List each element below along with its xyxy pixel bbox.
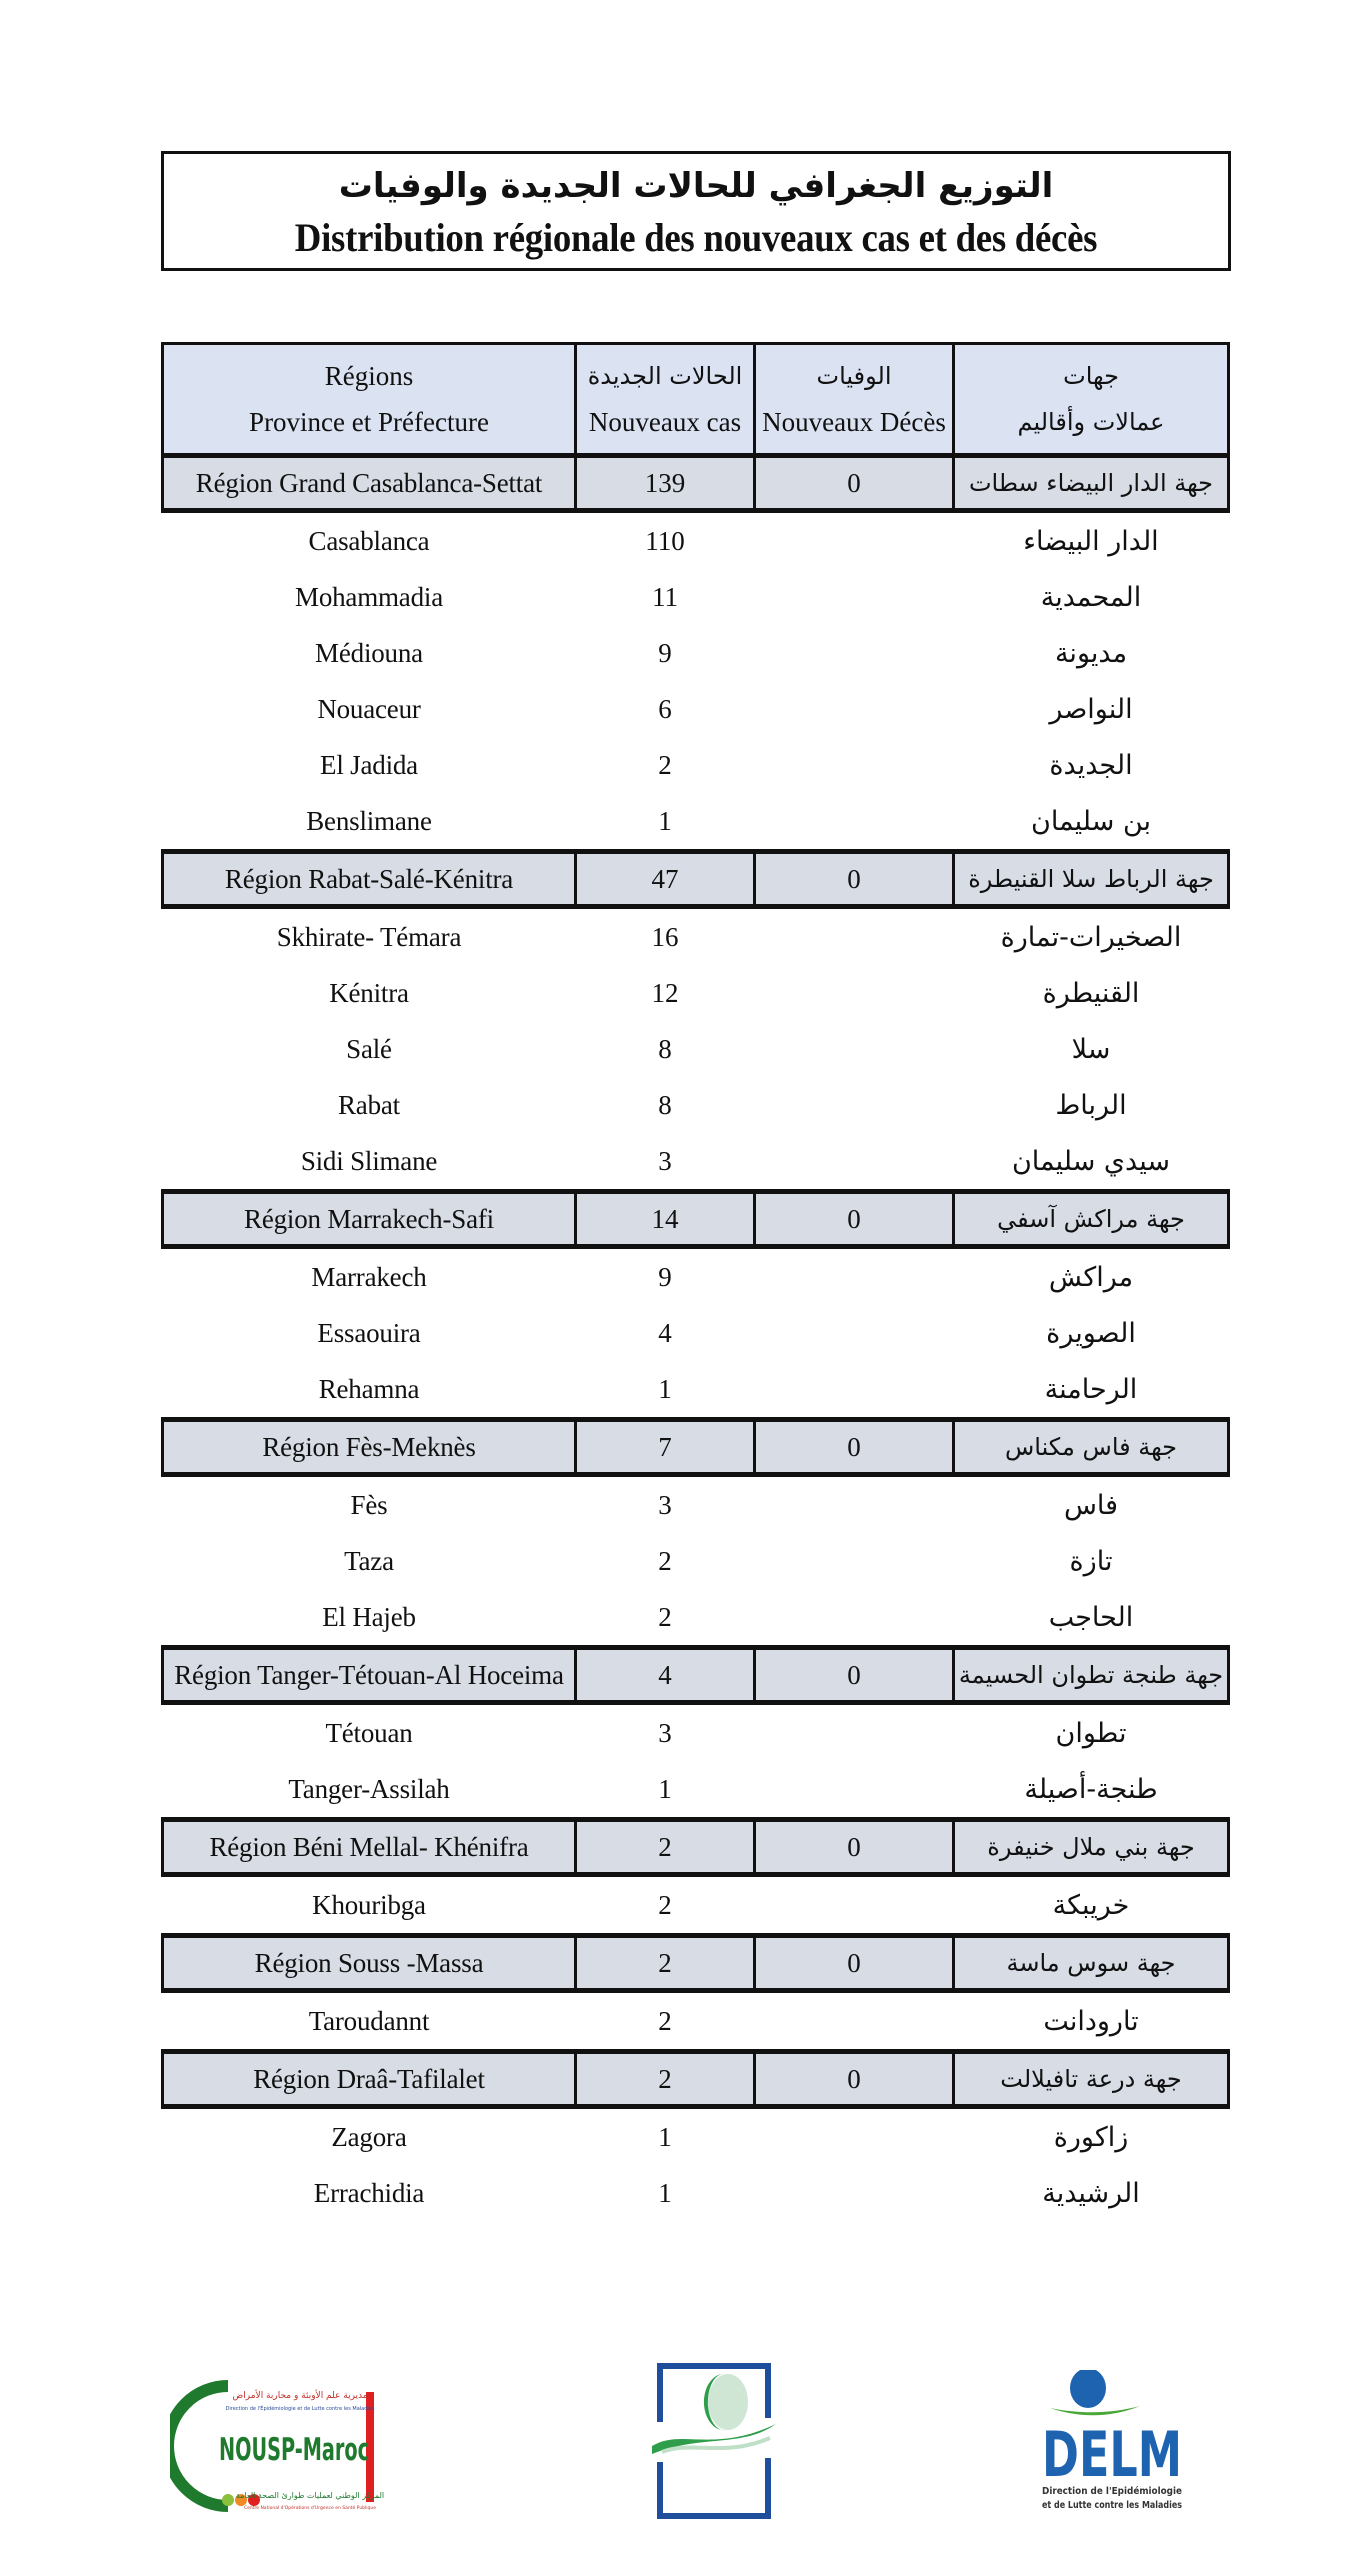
province-cases: 9 bbox=[658, 637, 672, 668]
province-deaths bbox=[755, 737, 954, 793]
province-cases: 2 bbox=[658, 1889, 672, 1920]
region-name-ar: جهة درعة تافيلالت bbox=[954, 2052, 1229, 2107]
province-name-ar: النواصر bbox=[1049, 693, 1133, 725]
province-row bbox=[163, 1533, 1229, 1589]
province-row bbox=[163, 1761, 1229, 1820]
province-cases: 9 bbox=[658, 1261, 672, 1292]
province-cases: 2 bbox=[658, 1545, 672, 1576]
header-deaths-ar: الوفيات bbox=[816, 362, 892, 390]
nousp-maroc-logo bbox=[170, 2378, 385, 2518]
province-name-ar: الرباط bbox=[1055, 1089, 1127, 1121]
province-cases: 16 bbox=[651, 921, 679, 952]
province-cases: 1 bbox=[658, 2177, 672, 2208]
province-name-ar: مديونة bbox=[1054, 637, 1128, 669]
province-cases: 1 bbox=[658, 2121, 672, 2152]
region-deaths: 0 bbox=[755, 1648, 954, 1703]
province-name-fr: Rabat bbox=[338, 1089, 400, 1120]
header-deaths-fr: Nouveaux Décès bbox=[762, 407, 946, 437]
header-regions-ar bbox=[954, 344, 1229, 456]
province-name-ar: خريبكة bbox=[1052, 1889, 1130, 1921]
province-deaths bbox=[755, 1247, 954, 1306]
region-name-ar: جهة الدار البيضاء سطات bbox=[954, 456, 1229, 511]
nousp-top-fr: Direction de l'Épidémiologie et de Lutte contre les Maladies bbox=[225, 2406, 375, 2412]
province-row bbox=[163, 1475, 1229, 1534]
province-deaths bbox=[755, 511, 954, 570]
province-name-fr: Fès bbox=[350, 1489, 388, 1520]
province-row bbox=[163, 1361, 1229, 1420]
region-cases: 14 bbox=[576, 1192, 755, 1247]
province-name-fr: Marrakech bbox=[311, 1261, 427, 1292]
province-deaths bbox=[755, 569, 954, 625]
province-cases: 6 bbox=[658, 693, 672, 724]
province-row bbox=[163, 737, 1229, 793]
region-cases: 47 bbox=[576, 852, 755, 907]
province-deaths bbox=[755, 1305, 954, 1361]
region-name-ar: جهة سوس ماسة bbox=[954, 1936, 1229, 1991]
region-cases: 4 bbox=[576, 1648, 755, 1703]
region-deaths: 0 bbox=[755, 1420, 954, 1475]
province-cases: 8 bbox=[658, 1089, 672, 1120]
province-row bbox=[163, 1589, 1229, 1648]
region-name-fr: Région Béni Mellal- Khénifra bbox=[163, 1820, 576, 1875]
province-name-ar: الدار البيضاء bbox=[1023, 525, 1159, 557]
province-name-ar: تارودانت bbox=[1043, 2005, 1139, 2037]
province-name-fr: Tétouan bbox=[325, 1717, 413, 1748]
province-row bbox=[163, 569, 1229, 625]
province-deaths bbox=[755, 1361, 954, 1420]
province-row bbox=[163, 1021, 1229, 1077]
province-deaths bbox=[755, 2165, 954, 2221]
province-row bbox=[163, 681, 1229, 737]
province-name-fr: Khouribga bbox=[312, 1889, 426, 1920]
header-cases-fr: Nouveaux cas bbox=[588, 407, 742, 437]
delm-head-icon bbox=[1070, 2370, 1106, 2408]
province-cases: 11 bbox=[652, 581, 678, 612]
ministry-health-logo bbox=[652, 2362, 776, 2522]
province-row bbox=[163, 1133, 1229, 1192]
ministry-moon-icon bbox=[708, 2374, 748, 2430]
title-box bbox=[161, 151, 1231, 271]
province-deaths bbox=[755, 681, 954, 737]
header-deaths bbox=[755, 344, 954, 456]
province-name-fr: Taroudannt bbox=[308, 2005, 430, 2036]
province-cases: 2 bbox=[658, 2005, 672, 2036]
province-deaths bbox=[755, 1021, 954, 1077]
region-deaths: 0 bbox=[755, 1820, 954, 1875]
province-name-ar: القنيطرة bbox=[1042, 977, 1140, 1009]
province-row bbox=[163, 793, 1229, 852]
region-row bbox=[163, 1820, 1229, 1875]
region-name-ar: جهة فاس مكناس bbox=[954, 1420, 1229, 1475]
province-deaths bbox=[755, 1077, 954, 1133]
region-name-fr: Région Marrakech-Safi bbox=[163, 1192, 576, 1247]
province-deaths bbox=[755, 2107, 954, 2166]
nousp-bottom-ar: المركز الوطني لعمليات طوارئ الصحة العامة bbox=[235, 2491, 385, 2500]
region-name-ar: جهة الرباط سلا القنيطرة bbox=[954, 852, 1229, 907]
province-row bbox=[163, 1305, 1229, 1361]
province-name-fr: Nouaceur bbox=[317, 693, 421, 724]
province-name-ar: سيدي سليمان bbox=[1011, 1145, 1171, 1177]
province-cases: 3 bbox=[658, 1145, 672, 1176]
region-row bbox=[163, 456, 1229, 511]
region-deaths: 0 bbox=[755, 852, 954, 907]
province-deaths bbox=[755, 965, 954, 1021]
province-name-fr: Taza bbox=[344, 1545, 394, 1576]
region-cases: 2 bbox=[576, 2052, 755, 2107]
delm-line2: et de Lutte contre les Maladies bbox=[1042, 2500, 1183, 2511]
region-name-fr: Région Tanger-Tétouan-Al Hoceima bbox=[163, 1648, 576, 1703]
province-cases: 3 bbox=[658, 1717, 672, 1748]
province-name-ar: بن سليمان bbox=[1030, 805, 1152, 837]
province-name-ar: المحمدية bbox=[1040, 581, 1142, 613]
province-row bbox=[163, 1077, 1229, 1133]
region-cases: 2 bbox=[576, 1936, 755, 1991]
region-row bbox=[163, 1648, 1229, 1703]
province-deaths bbox=[755, 1875, 954, 1936]
header-regions-ar-line1: جهات bbox=[1063, 362, 1119, 390]
region-row bbox=[163, 852, 1229, 907]
region-cases: 2 bbox=[576, 1820, 755, 1875]
province-row bbox=[163, 1247, 1229, 1306]
header-cases-ar: الحالات الجديدة bbox=[587, 362, 743, 390]
province-cases: 3 bbox=[658, 1489, 672, 1520]
province-name-fr: Casablanca bbox=[308, 525, 430, 556]
region-row bbox=[163, 2052, 1229, 2107]
province-name-ar: الحاجب bbox=[1048, 1601, 1134, 1633]
region-name-ar: جهة طنجة تطوان الحسيمة bbox=[954, 1648, 1229, 1703]
province-cases: 4 bbox=[658, 1317, 672, 1348]
province-cases: 8 bbox=[658, 1033, 672, 1064]
nousp-dot-green-icon bbox=[222, 2494, 234, 2506]
province-name-ar: مراكش bbox=[1048, 1261, 1134, 1293]
region-name-fr: Région Grand Casablanca-Settat bbox=[163, 456, 576, 511]
province-name-fr: Tanger-Assilah bbox=[288, 1773, 450, 1804]
province-name-ar: الرحامنة bbox=[1044, 1373, 1138, 1405]
province-name-fr: Kénitra bbox=[329, 977, 409, 1008]
region-name-fr: Région Souss -Massa bbox=[163, 1936, 576, 1991]
province-name-fr: Benslimane bbox=[306, 805, 432, 836]
region-name-fr: Région Draâ-Tafilalet bbox=[163, 2052, 576, 2107]
province-deaths bbox=[755, 1133, 954, 1192]
region-row bbox=[163, 1192, 1229, 1247]
delm-swoosh-icon bbox=[1050, 2406, 1140, 2415]
nousp-name: NOUSP-Maroc bbox=[219, 2432, 369, 2468]
province-row bbox=[163, 965, 1229, 1021]
province-name-fr: Médiouna bbox=[315, 637, 423, 668]
province-name-ar: سلا bbox=[1071, 1033, 1111, 1065]
region-deaths: 0 bbox=[755, 456, 954, 511]
delm-line1: Direction de l'Epidémiologie bbox=[1042, 2486, 1201, 2497]
province-name-ar: الرشيدية bbox=[1042, 2177, 1140, 2209]
region-name-fr: Région Fès-Meknès bbox=[163, 1420, 576, 1475]
title-arabic: التوزيع الجغرافي للحالات الجديدة والوفيات bbox=[338, 166, 1054, 206]
province-name-fr: Rehamna bbox=[318, 1373, 420, 1404]
region-row bbox=[163, 1420, 1229, 1475]
province-deaths bbox=[755, 1991, 954, 2052]
distribution-table bbox=[161, 342, 1230, 2221]
province-name-fr: Errachidia bbox=[313, 2177, 425, 2208]
province-cases: 2 bbox=[658, 749, 672, 780]
province-name-ar: طنجة-أصيلة bbox=[1024, 1773, 1158, 1805]
province-name-ar: الصويرة bbox=[1046, 1317, 1136, 1349]
province-row bbox=[163, 1875, 1229, 1936]
province-row bbox=[163, 2165, 1229, 2221]
table-header-row bbox=[163, 344, 1229, 456]
province-name-ar: الجديدة bbox=[1049, 749, 1133, 781]
province-name-ar: الصخيرات-تمارة bbox=[1000, 921, 1182, 953]
province-row bbox=[163, 907, 1229, 966]
title-french: Distribution régionale des nouveaux cas et des décès bbox=[294, 215, 1098, 260]
ministry-frame-bottom-icon bbox=[660, 2458, 768, 2516]
header-province-label: Province et Préfecture bbox=[249, 407, 489, 437]
header-regions-fr bbox=[163, 344, 576, 456]
province-cases: 1 bbox=[658, 1373, 672, 1404]
province-deaths bbox=[755, 1589, 954, 1648]
province-name-fr: Skhirate- Témara bbox=[276, 921, 462, 952]
region-name-ar: جهة بني ملال خنيفرة bbox=[954, 1820, 1229, 1875]
delm-name: DELM bbox=[1042, 2418, 1182, 2491]
province-name-ar: تازة bbox=[1069, 1545, 1113, 1577]
header-regions-ar-line2: عمالات وأقاليم bbox=[1017, 408, 1165, 436]
province-name-fr: Sidi Slimane bbox=[300, 1145, 438, 1176]
province-deaths bbox=[755, 1761, 954, 1820]
province-row bbox=[163, 625, 1229, 681]
province-deaths bbox=[755, 1533, 954, 1589]
province-row bbox=[163, 2107, 1229, 2166]
province-cases: 1 bbox=[658, 805, 672, 836]
province-cases: 12 bbox=[651, 977, 679, 1008]
region-name-ar: جهة مراكش آسفي bbox=[954, 1192, 1229, 1247]
province-cases: 2 bbox=[658, 1601, 672, 1632]
province-name-fr: Zagora bbox=[331, 2121, 407, 2152]
region-row bbox=[163, 1936, 1229, 1991]
region-name-fr: Région Rabat-Salé-Kénitra bbox=[163, 852, 576, 907]
province-name-fr: Salé bbox=[346, 1033, 392, 1064]
region-deaths: 0 bbox=[755, 2052, 954, 2107]
province-cases: 1 bbox=[658, 1773, 672, 1804]
province-row bbox=[163, 511, 1229, 570]
province-deaths bbox=[755, 793, 954, 852]
nousp-top-ar: مديرية علم الأوبئة و محاربة الأمراض bbox=[232, 2391, 368, 2401]
province-name-fr: Mohammadia bbox=[295, 581, 443, 612]
province-name-fr: El Jadida bbox=[320, 749, 418, 780]
region-cases: 7 bbox=[576, 1420, 755, 1475]
province-deaths bbox=[755, 625, 954, 681]
region-cases: 139 bbox=[576, 456, 755, 511]
province-name-ar: زاكورة bbox=[1053, 2121, 1129, 2153]
header-regions-label: Régions bbox=[324, 361, 414, 391]
province-name-ar: فاس bbox=[1063, 1489, 1119, 1521]
province-deaths bbox=[755, 1475, 954, 1534]
province-cases: 110 bbox=[645, 525, 685, 556]
province-name-ar: تطوان bbox=[1055, 1717, 1127, 1749]
region-deaths: 0 bbox=[755, 1936, 954, 1991]
province-name-fr: El Hajeb bbox=[322, 1601, 416, 1632]
province-deaths bbox=[755, 907, 954, 966]
region-deaths: 0 bbox=[755, 1192, 954, 1247]
delm-logo bbox=[1040, 2370, 1210, 2520]
province-row bbox=[163, 1703, 1229, 1762]
province-deaths bbox=[755, 1703, 954, 1762]
province-row bbox=[163, 1991, 1229, 2052]
header-cases bbox=[576, 344, 755, 456]
nousp-bottom-fr: Centre National d'Opérations d'Urgence en Santé Publique bbox=[243, 2506, 377, 2511]
province-name-fr: Essaouira bbox=[317, 1317, 421, 1348]
